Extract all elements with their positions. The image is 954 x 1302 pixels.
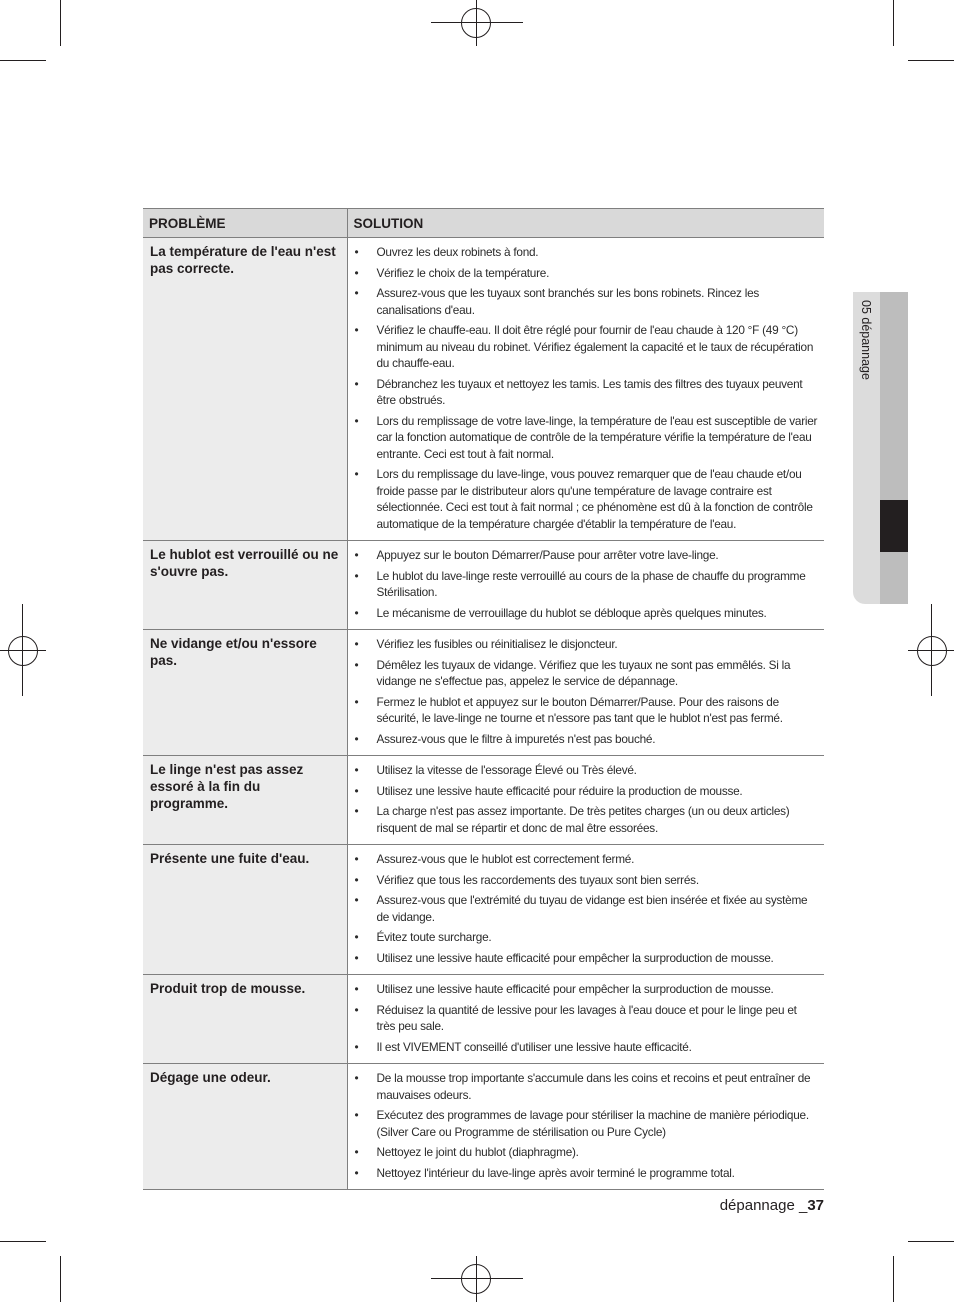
bullet-icon: •: [354, 605, 359, 620]
solution-item: [354, 950, 819, 967]
bullet-icon: •: [354, 1039, 359, 1054]
table-row: [143, 845, 824, 975]
problem-cell: Dégage une odeur.: [143, 1064, 347, 1190]
problem-cell: Le linge n'est pas assez essoré à la fin du programme.: [143, 756, 347, 845]
solution-text: Nettoyez l'intérieur du lave-linge après avoir terminé le programme total.: [376, 1165, 735, 1180]
solution-item: [354, 783, 819, 800]
crop-mark: [0, 1241, 46, 1242]
table-row: [143, 541, 824, 630]
bullet-icon: •: [354, 323, 359, 337]
bullet-icon: •: [354, 804, 359, 818]
solution-item: [354, 731, 819, 748]
solution-item: [354, 981, 819, 998]
solution-text: Nettoyez le joint du hublot (diaphragme).: [376, 1145, 579, 1159]
solution-item: [354, 872, 819, 889]
solution-item: [354, 568, 819, 601]
bullet-icon: •: [354, 637, 359, 651]
solution-cell: [347, 541, 824, 630]
solution-text: Utilisez une lessive haute efficacité pour empêcher la surproduction de mousse.: [376, 982, 774, 996]
solution-text: Appuyez sur le bouton Démarrer/Pause pour arrêter votre lave-linge.: [376, 548, 719, 562]
troubleshooting-table: [143, 208, 824, 1190]
solution-item: [354, 547, 819, 564]
solution-list: [354, 547, 819, 621]
solution-text: Utilisez la vitesse de l'essorage Élevé ou Très élevé.: [376, 763, 637, 777]
bullet-icon: •: [354, 265, 359, 280]
solution-item: [354, 1070, 819, 1103]
solution-text: Évitez toute surcharge.: [376, 930, 492, 944]
bullet-icon: •: [354, 413, 359, 428]
solution-cell: [347, 630, 824, 756]
bullet-icon: •: [354, 568, 359, 583]
table-row: [143, 756, 824, 845]
solution-item: [354, 803, 819, 836]
problem-cell: Présente une fuite d'eau.: [143, 845, 347, 975]
crop-mark: [908, 1241, 954, 1242]
solution-text: Vérifiez les fusibles ou réinitialisez le disjoncteur.: [376, 637, 618, 651]
table-row: [143, 630, 824, 756]
page-footer: [720, 1197, 824, 1214]
crop-mark: [60, 1256, 61, 1302]
column-header-solution: SOLUTION: [347, 209, 824, 238]
solution-text: Le hublot du lave-linge reste verrouillé au cours de la phase de chauffe du programme Stérilisation.: [376, 568, 806, 599]
column-header-problem: PROBLÈME: [143, 209, 347, 238]
bullet-icon: •: [354, 245, 359, 259]
bullet-icon: •: [354, 1165, 359, 1180]
solution-item: [354, 929, 819, 946]
solution-item: [354, 694, 819, 727]
bullet-icon: •: [354, 657, 359, 672]
solution-text: De la mousse trop importante s'accumule dans les coins et recoins et peut entraîner de mauvaises odeurs.: [376, 1071, 811, 1102]
solution-item: [354, 657, 819, 690]
table-row: [143, 975, 824, 1064]
bullet-icon: •: [354, 1108, 359, 1122]
crop-mark: [893, 1256, 894, 1302]
solution-text: Exécutez des programmes de lavage pour stériliser la machine de manière périodique. (Silver Care ou Programme de stérilisation ou Pure Cycle): [376, 1108, 809, 1139]
solution-text: Fermez le hublot et appuyez sur le bouton Démarrer/Pause. Pour des raisons de sécurité, le lave-linge ne tourne et n'essore pas tant que le hublot n'est pas fermé.: [376, 694, 783, 725]
problem-cell: Produit trop de mousse.: [143, 975, 347, 1064]
solution-text: Assurez-vous que l'extrémité du tuyau de vidange est bien insérée et fixée au système de vidange.: [376, 893, 808, 924]
solution-item: [354, 1039, 819, 1056]
solution-text: Il est VIVEMENT conseillé d'utiliser une lessive haute efficacité.: [376, 1039, 692, 1054]
solution-list: [354, 981, 819, 1055]
problem-cell: La température de l'eau n'est pas correcte.: [143, 238, 347, 541]
solution-text: La charge n'est pas assez importante. De très petites charges (un ou deux articles) risquent de mal se répartir et donc de mal être essorées.: [376, 804, 790, 835]
solution-text: Vérifiez le choix de la température.: [376, 265, 550, 280]
bullet-icon: •: [354, 694, 359, 709]
crop-mark: [60, 0, 61, 46]
bullet-icon: •: [354, 467, 359, 481]
solution-text: Assurez-vous que les tuyaux sont branchés sur les bons robinets. Rincez les canalisations d'eau.: [376, 286, 760, 317]
problem-cell: Le hublot est verrouillé ou ne s'ouvre pas.: [143, 541, 347, 630]
solution-text: Démêlez les tuyaux de vidange. Vérifiez que les tuyaux ne sont pas emmêlés. Si la vidange ne s'effectue pas, appelez le service de dépannage.: [376, 657, 791, 688]
table-header-row: [143, 209, 824, 238]
solution-list: [354, 636, 819, 747]
solution-text: Vérifiez que tous les raccordements des tuyaux sont bien serrés.: [376, 872, 699, 887]
solution-item: [354, 636, 819, 653]
bullet-icon: •: [354, 286, 359, 300]
bullet-icon: •: [354, 1145, 359, 1159]
solution-list: [354, 762, 819, 836]
bullet-icon: •: [354, 852, 359, 866]
solution-text: Lors du remplissage du lave-linge, vous pouvez remarquer que de l'eau chaude et/ou froide passe par le distributeur alors qu'une température de lavage contraire est sélectionnée. Ceci est tout à fait normal ; ce phénomène est dû à la fonction de contrôle automatique de la température chargée d'établir la température de l'eau.: [376, 467, 813, 531]
chapter-tab-marker: [880, 500, 908, 552]
solution-item: [354, 605, 819, 622]
solution-item: [354, 466, 819, 532]
solution-item: [354, 265, 819, 282]
footer-section-label: dépannage _: [719, 1197, 808, 1214]
chapter-tab-label: 05 dépannage: [859, 300, 873, 380]
solution-text: Assurez-vous que le filtre à impuretés n'est pas bouché.: [376, 731, 656, 746]
bullet-icon: •: [354, 950, 359, 965]
solution-item: [354, 762, 819, 779]
solution-cell: [347, 1064, 824, 1190]
table-row: [143, 1064, 824, 1190]
solution-text: Ouvrez les deux robinets à fond.: [376, 245, 539, 259]
solution-text: Utilisez une lessive haute efficacité pour réduire la production de mousse.: [376, 783, 743, 798]
crop-mark: [893, 0, 894, 46]
bullet-icon: •: [354, 893, 359, 907]
solution-item: [354, 244, 819, 261]
bullet-icon: •: [354, 1071, 359, 1085]
solution-list: [354, 1070, 819, 1181]
solution-text: Assurez-vous que le hublot est correctement fermé.: [376, 852, 635, 866]
bullet-icon: •: [354, 783, 359, 798]
chapter-tab-stripe: [880, 292, 908, 604]
bullet-icon: •: [354, 930, 359, 944]
bullet-icon: •: [354, 731, 359, 746]
solution-item: [354, 851, 819, 868]
problem-cell: Ne vidange et/ou n'essore pas.: [143, 630, 347, 756]
crop-mark: [0, 60, 46, 61]
bullet-icon: •: [354, 872, 359, 887]
solution-item: [354, 376, 819, 409]
solution-item: [354, 413, 819, 463]
solution-cell: [347, 756, 824, 845]
solution-list: [354, 851, 819, 966]
solution-item: [354, 1144, 819, 1161]
solution-item: [354, 1107, 819, 1140]
solution-text: Lors du remplissage de votre lave-linge, la température de l'eau est susceptible de varier car la fonction automatique de contrôle de la température vérifie la température de l'eau entrante. Ceci est tout à fait normal.: [376, 413, 818, 461]
bullet-icon: •: [354, 548, 359, 562]
solution-cell: [347, 845, 824, 975]
solution-item: [354, 892, 819, 925]
page-number: 37: [807, 1197, 824, 1214]
solution-item: [354, 1165, 819, 1182]
solution-text: Vérifiez le chauffe-eau. Il doit être réglé pour fournir de l'eau chaude à 120 °F (49 °C) minimum au niveau du robinet. Vérifiez également la capacité et le taux de récupération du chauffe-eau.: [376, 323, 814, 370]
solution-cell: [347, 975, 824, 1064]
bullet-icon: •: [354, 982, 359, 996]
bullet-icon: •: [354, 376, 359, 391]
table-row: [143, 238, 824, 541]
solution-text: Utilisez une lessive haute efficacité pour empêcher la surproduction de mousse.: [376, 950, 774, 965]
bullet-icon: •: [354, 763, 359, 777]
solution-cell: [347, 238, 824, 541]
solution-text: Débranchez les tuyaux et nettoyez les tamis. Les tamis des filtres des tuyaux peuvent être obstrués.: [376, 376, 803, 407]
solution-text: Réduisez la quantité de lessive pour les lavages à l'eau douce et pour le linge peu et très peu sale.: [376, 1002, 797, 1033]
solution-item: [354, 285, 819, 318]
solution-list: [354, 244, 819, 532]
bullet-icon: •: [354, 1002, 359, 1017]
solution-item: [354, 322, 819, 372]
solution-text: Le mécanisme de verrouillage du hublot se débloque après quelques minutes.: [376, 605, 767, 620]
crop-mark: [908, 60, 954, 61]
solution-item: [354, 1002, 819, 1035]
